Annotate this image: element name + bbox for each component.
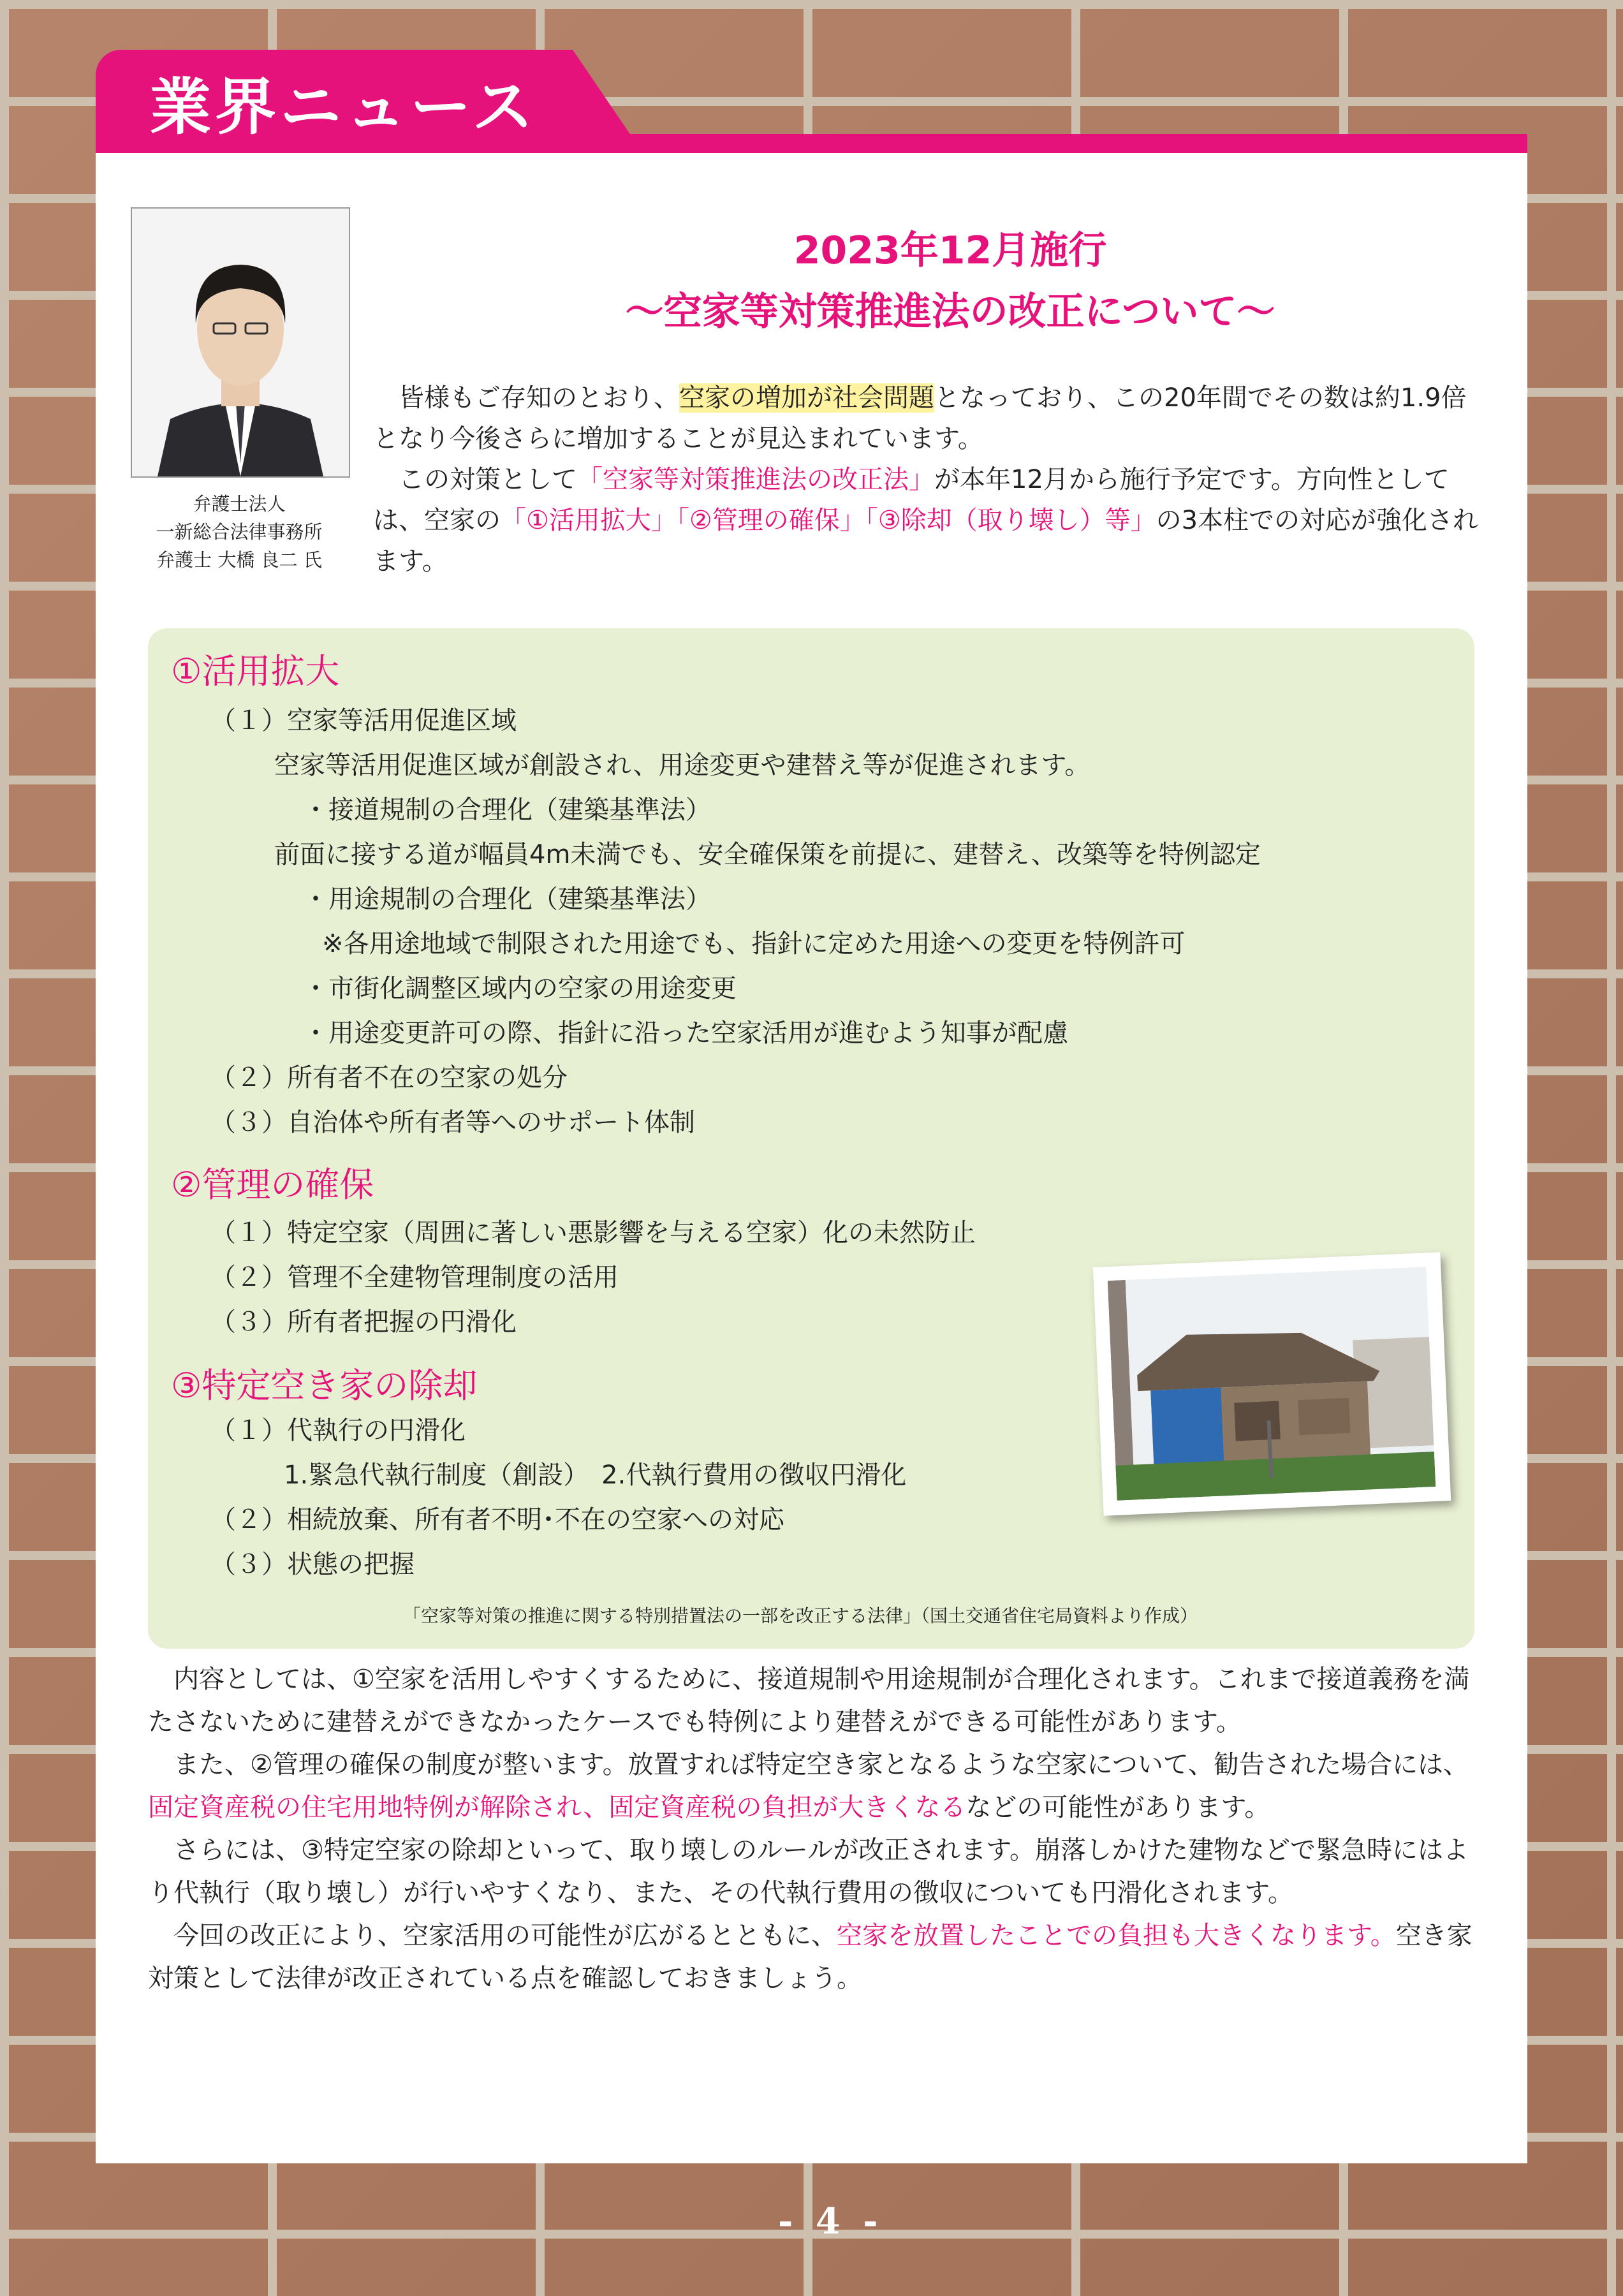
body-paragraph — [148, 1744, 1481, 1829]
author-caption — [118, 490, 360, 574]
list-item: （１）空家等活用促進区域 — [210, 706, 517, 735]
list-item: 1.緊急代執行制度（創設） 2.代執行費用の徴収円滑化 — [284, 1461, 907, 1490]
list-item: （１）代執行の円滑化 — [210, 1416, 466, 1445]
intro-paragraph — [373, 378, 1480, 459]
text: などの可能性があります。 — [966, 1793, 1270, 1822]
highlight-text: 空家の増加が社会問題 — [679, 383, 934, 413]
caption-line: 一新総合法律事務所 — [156, 521, 323, 543]
list-item: （３）自治体や所有者等へのサポート体制 — [210, 1108, 695, 1137]
intro-paragraph — [373, 459, 1480, 582]
list-item: ※各用途地域で制限された用途でも、指針に定めた用途への変更を特例許可 — [322, 929, 1186, 959]
source-note: 「空家等対策の推進に関する特別措置法の一部を改正する法律」（国土交通省住宅局資料より作成） — [403, 1605, 1198, 1626]
title-line: 2023年12月施行 — [793, 228, 1107, 273]
section-heading-1: ①活用拡大 — [171, 651, 340, 691]
list-item: ・市街化調整区域内の空家の用途変更 — [303, 974, 737, 1003]
section-title: 業界ニュース — [150, 71, 538, 143]
caption-line: 弁護士法人 — [193, 493, 286, 515]
red-text: 「空家等対策推進法の改正法」 — [577, 465, 934, 494]
section-heading-3: ③特定空き家の除却 — [171, 1365, 478, 1406]
article-title — [446, 220, 1454, 342]
body-text — [148, 1658, 1481, 2000]
list-item: ・用途変更許可の際、指針に沿った空家活用が進むよう知事が配慮 — [303, 1019, 1068, 1048]
title-line: 〜空家等対策推進法の改正について〜 — [625, 290, 1275, 334]
list-item: ・用途規制の合理化（建築基準法） — [303, 885, 711, 914]
list-item: （２）相続放棄、所有者不明･不在の空家への対応 — [210, 1505, 784, 1534]
section-heading-2: ②管理の確保 — [171, 1165, 374, 1205]
text: の3本柱での対応が強化されます。 — [373, 506, 1479, 576]
abandoned-house-photo — [1093, 1252, 1451, 1515]
list-item: （２）所有者不在の空家の処分 — [210, 1063, 568, 1093]
body-paragraph: さらには、③特定空家の除却といって、取り壊しのルールが改正されます。崩落しかけた建物などで緊急時にはより代執行（取り壊し）が行いやすくなり、また、その代執行費用の徴収についても円滑化されます。 — [148, 1836, 1469, 1908]
red-text: 空家を放置したことでの負担も大きくなります。 — [837, 1921, 1396, 1950]
text: また、②管理の確保の制度が整います。放置すれば特定空き家となるような空家について、勧告された場合には、 — [173, 1750, 1469, 1779]
caption-line: 弁護士 大橋 良二 氏 — [156, 549, 322, 571]
text: 今回の改正により、空家活用の可能性が広がるとともに、 — [173, 1921, 837, 1950]
text: この対策として — [399, 465, 577, 494]
list-item: （１）特定空家（周囲に著しい悪影響を与える空家）化の未然防止 — [210, 1218, 976, 1247]
list-item: 空家等活用促進区域が創設され、用途変更や建替え等が促進されます。 — [274, 751, 1091, 780]
text: 空き家対策として法律が改正されている点を確認しておきましょう。 — [148, 1921, 1472, 1993]
author-portrait — [131, 207, 350, 478]
list-item: （３）所有者把握の円滑化 — [210, 1307, 517, 1337]
body-paragraph — [148, 1915, 1481, 2000]
page-number: - 4 - — [778, 2200, 883, 2242]
list-item: ・接道規制の合理化（建築基準法） — [303, 795, 711, 825]
list-item: （３）状態の把握 — [210, 1550, 415, 1579]
red-text: 「①活用拡大」「②管理の確保」「③除却（取り壊し）等」 — [501, 506, 1156, 535]
text: となっており、この20年間でその数は約1.9倍となり今後さらに増加することが見込まれています。 — [373, 383, 1467, 453]
intro-text — [373, 378, 1480, 582]
text: が本年12月から施行予定です。方向性としては、空家の — [373, 465, 1450, 535]
list-item: （２）管理不全建物管理制度の活用 — [210, 1263, 619, 1292]
body-paragraph: 内容としては、①空家を活用しやすくするために、接道規制や用途規制が合理化されます。これまで接道義務を満たさないために建替えができなかったケースでも特例により建替えができる可能性があります。 — [148, 1665, 1470, 1737]
red-text: 固定資産税の住宅用地特例が解除され、固定資産税の負担が大きくなる — [148, 1793, 966, 1822]
text: 皆様もご存知のとおり、 — [399, 383, 679, 413]
list-item: 前面に接する道が幅員4m未満でも、安全確保策を前提に、建替え、改築等を特例認定 — [274, 840, 1261, 869]
